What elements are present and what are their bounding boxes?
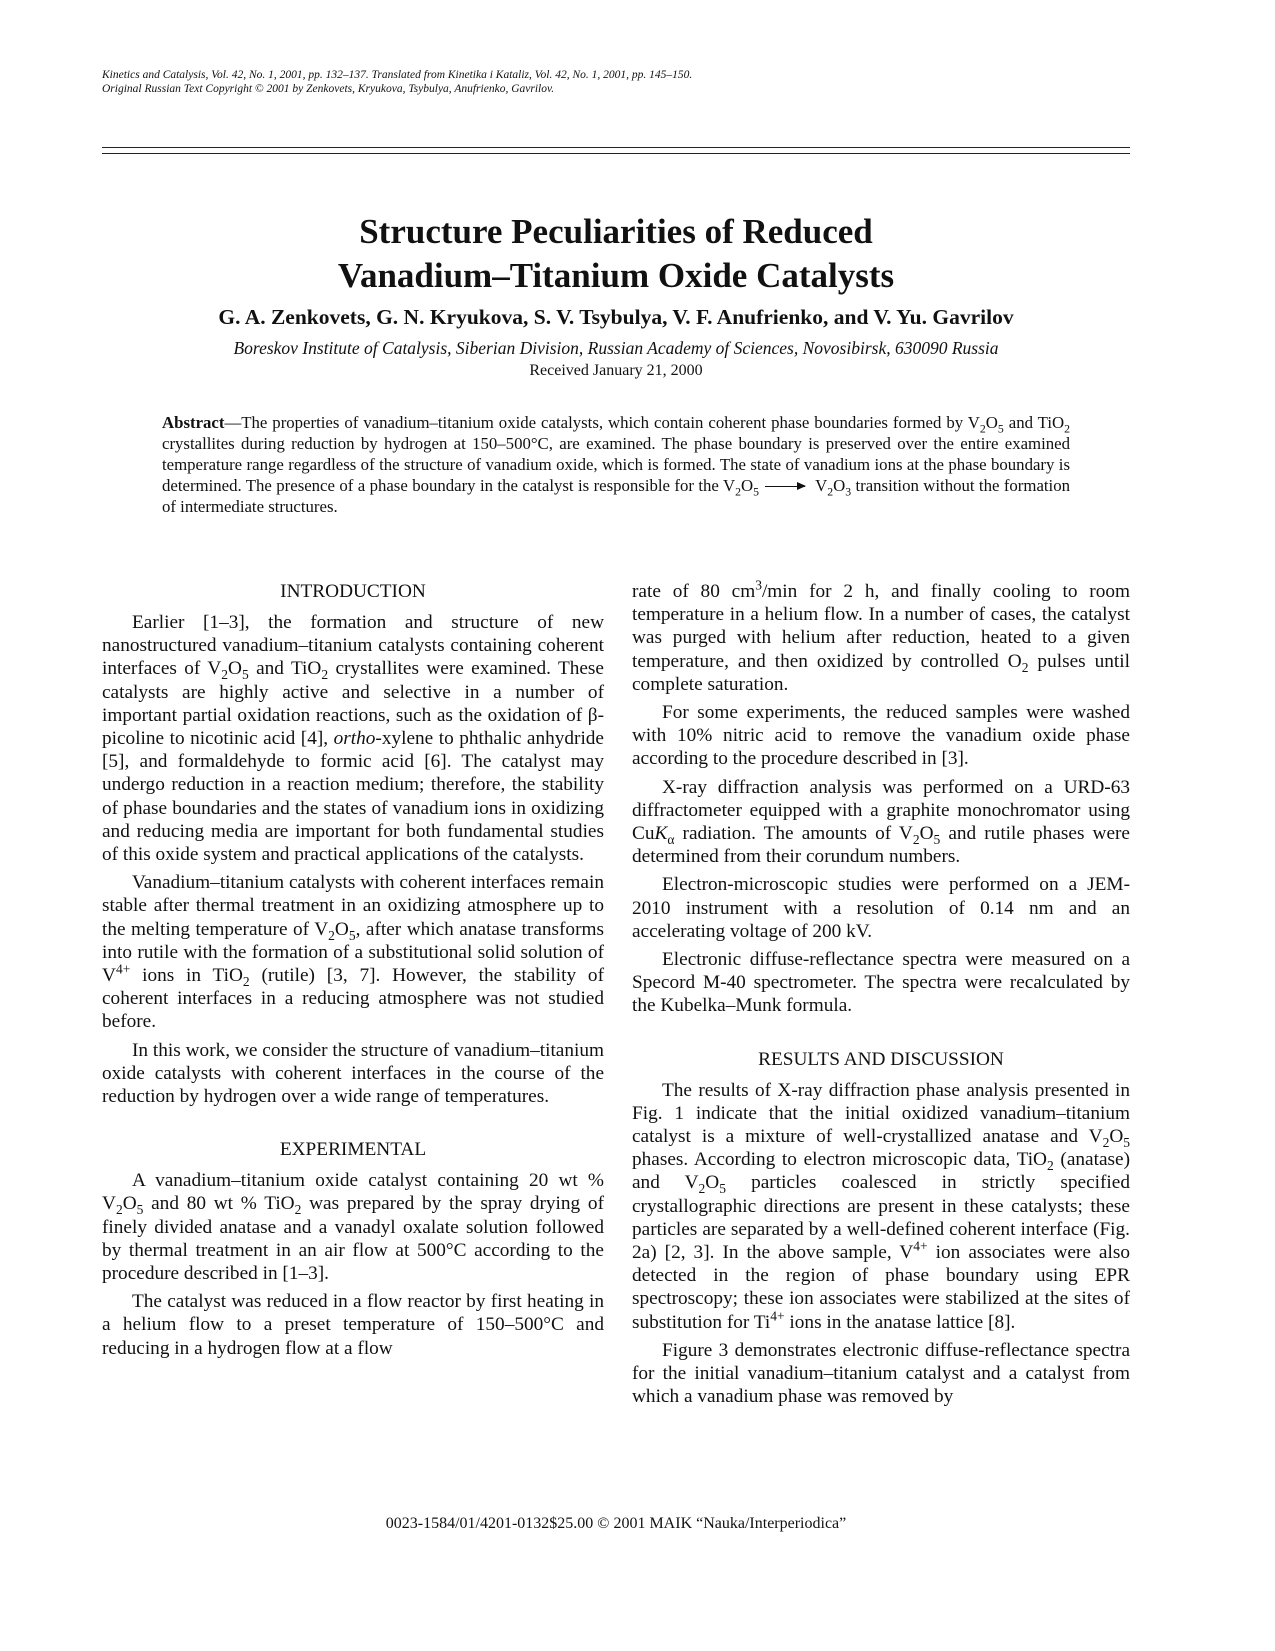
text-run: -xylene to phthalic anhydride [5], and formaldehyde to formic acid [6]. The catalyst may undergo reduction in a reaction medium; therefore, the stability of phase boundaries and the states of vanadium ions in oxidizing and reducing media are important for both fundamental studies of this oxide system and practical applications of the catalysts. <box>102 728 604 866</box>
author-list: G. A. Zenkovets, G. N. Kryukova, S. V. Tsybulya, V. F. Anufrienko, and V. Yu. Gavrilov <box>218 305 1014 329</box>
paragraph <box>102 1169 604 1285</box>
paper-title-line-2: Vanadium–Titanium Oxide Catalysts <box>337 256 895 295</box>
paper-title <box>102 210 1130 298</box>
subscript: 2 <box>1046 1158 1054 1174</box>
section-heading-introduction: INTRODUCTION <box>280 581 426 602</box>
running-header-line-1: Kinetics and Catalysis, Vol. 42, No. 1, 2001, pp. 132–137. Translated from Kinetika i Kataliz, Vol. 42, No. 1, 2001, pp. 145–150. <box>102 69 693 81</box>
subscript: 2 <box>1102 1134 1110 1150</box>
subscript: 5 <box>136 1202 144 1218</box>
superscript: 3 <box>755 577 762 593</box>
text-run: and TiO <box>248 658 322 680</box>
abstract-text: crystallites during reduction by hydrogen at 150–500°C, are examined. The phase boundary is preserved over the entire examined temperature range regardless of the structure of vanadium oxide, which is formed. The state of vanadium ions at the phase boundary is determined. The presence of a phase boundary in the catalyst is responsible for the V <box>162 434 1070 495</box>
paragraph: In this work, we consider the structure of vanadium–titanium oxide catalysts with coherent interfaces in the course of the reduction by hydrogen over a wide range of temperatures. <box>102 1039 604 1108</box>
subscript: 2 <box>294 1202 302 1218</box>
text-run: ions in TiO <box>130 965 243 987</box>
text-run: O <box>228 658 242 680</box>
paragraph: Electron-microscopic studies were performed on a JEM-2010 instrument with a resolution of 0.14 nm and an accelerating voltage of 200 kV. <box>632 874 1130 942</box>
subscript: 5 <box>348 927 356 943</box>
text-run: O <box>122 1193 137 1215</box>
subscript: 2 <box>221 667 229 683</box>
text-run: ions in the anatase lattice [8]. <box>784 1311 1016 1333</box>
running-header-line-2: Original Russian Text Copyright © 2001 by Zenkovets, Kryukova, Tsybulya, Anufrienko, Gavrilov. <box>102 83 555 95</box>
subscript: α <box>667 831 675 847</box>
affiliation: Boreskov Institute of Catalysis, Siberian Division, Russian Academy of Sciences, Novosibirsk, 630090 Russia <box>233 338 999 358</box>
paper-title-line-1: Structure Peculiarities of Reduced <box>359 212 873 251</box>
subscript: 5 <box>933 831 941 847</box>
running-header <box>102 68 692 96</box>
received-date: Received January 21, 2000 <box>529 362 703 379</box>
subscript: 5 <box>997 422 1004 436</box>
right-column <box>632 577 1130 1414</box>
abstract-label: Abstract <box>162 413 225 432</box>
subscript: 2 <box>115 1202 123 1218</box>
paragraph <box>632 1079 1130 1334</box>
text-run: particles coalesced in strictly specified crystallographic directions are present in these catalysts; these particles are separated by a well-defined coherent interface (Fig. 2a) [2, 3]. In the above sample, V <box>632 1172 1130 1264</box>
copyright-footer: 0023-1584/01/4201-0132$25.00 © 2001 MAIK “Nauka/Interperiodica” <box>385 1515 847 1532</box>
subscript: 5 <box>241 667 249 683</box>
subscript: 5 <box>719 1181 726 1197</box>
text-run: crystallites were examined. These catalysts are highly active and selective in a number of important partial oxidation reactions, such as the oxidation of β-picoline to nicotinic acid [4], <box>102 658 604 750</box>
header-rule-top <box>102 147 1130 148</box>
abstract-text: —The properties of vanadium–titanium oxide catalysts, which contain coherent phase boundaries formed by V <box>224 413 980 432</box>
subscript: 2 <box>979 422 986 436</box>
text-run: (anatase) and V <box>632 1149 1130 1194</box>
paragraph: The catalyst was reduced in a flow reactor by first heating in a helium flow to a preset temperature of 150–500°C and reducing in a hydrogen flow at a flow <box>102 1291 604 1359</box>
subscript: 2 <box>1021 659 1029 675</box>
subscript: 5 <box>753 485 759 499</box>
text-run: A vanadium–titanium oxide catalyst containing 20 wt % V <box>102 1170 604 1215</box>
subscript: 5 <box>1123 1134 1130 1150</box>
subscript: 3 <box>845 485 852 499</box>
text-run: O <box>1109 1126 1124 1148</box>
abstract-text: V <box>810 476 828 495</box>
subscript: 2 <box>328 927 335 943</box>
text-run: and rutile phases were determined from their corundum numbers. <box>632 823 1130 868</box>
reaction-arrow-icon <box>765 486 805 487</box>
paragraph <box>632 776 1130 869</box>
superscript: 4+ <box>115 961 131 977</box>
paragraph: Figure 3 demonstrates electronic diffuse-reflectance spectra for the initial vanadium–titanium catalyst and a catalyst from which a vanadium phase was removed by <box>632 1339 1130 1408</box>
left-column <box>102 580 604 1365</box>
italic-text: ortho <box>333 728 376 750</box>
abstract-text: transition without the formation of intermediate structures. <box>162 476 1071 516</box>
abstract <box>162 412 1070 517</box>
text-run: O <box>919 823 934 845</box>
subscript: 2 <box>827 485 834 499</box>
paragraph: Electronic diffuse-reflectance spectra were measured on a Specord M-40 spectrometer. The spectra were recalculated by the Kubelka–Munk formula. <box>632 949 1130 1017</box>
text-run: The results of X-ray diffraction phase analysis presented in Fig. 1 indicate that the initial oxidized vanadium–titanium catalyst is a mixture of well-crystallized anatase and V <box>632 1079 1130 1148</box>
text-run: radiation. The amounts of V <box>674 823 913 845</box>
subscript: 2 <box>242 973 250 989</box>
text-run: and 80 wt % TiO <box>143 1193 295 1215</box>
subscript: 2 <box>321 667 329 683</box>
paragraph <box>632 577 1130 696</box>
paragraph <box>102 611 604 866</box>
text-run: /min for 2 h, and finally cooling to room temperature in a helium flow. In a number of cases, the catalyst was purged with helium after reduction, heated to a given temperature, and then oxidized by controlled O <box>632 581 1130 672</box>
text-run: ion associates were also detected in the region of phase boundary using EPR spectroscopy; these ion associates were stabilized at the sites of substitution for Ti <box>632 1242 1130 1333</box>
subscript: 2 <box>698 1181 706 1197</box>
text-run: , after which anatase transforms into rutile with the formation of a substitutional solid solution of V <box>102 918 604 987</box>
paragraph: For some experiments, the reduced samples were washed with 10% nitric acid to remove the vanadium oxide phase according to the procedure described in [3]. <box>632 702 1130 770</box>
subscript: 2 <box>1064 422 1070 436</box>
text-run: O <box>334 918 349 940</box>
paragraph <box>102 871 604 1033</box>
header-rule-bottom <box>102 153 1130 154</box>
text-run: X-ray diffraction analysis was performed on a URD-63 diffractometer equipped with a graphite monochromator using Cu <box>632 776 1130 845</box>
abstract-text: O <box>833 476 846 495</box>
section-heading-results: RESULTS AND DISCUSSION <box>758 1048 1004 1070</box>
text-run: Vanadium–titanium catalysts with coherent interfaces remain stable after thermal treatment in an oxidizing atmosphere up to the melting temperature of V <box>102 872 604 940</box>
text-run: Earlier [1–3], the formation and structure of new nanostructured vanadium–titanium catalysts containing coherent interfaces of V <box>102 612 604 680</box>
text-run: phases. According to electron microscopic data, TiO <box>632 1149 1047 1171</box>
section-heading-experimental: EXPERIMENTAL <box>279 1139 427 1161</box>
abstract-text: and TiO <box>1003 413 1065 432</box>
subscript: 2 <box>912 831 920 847</box>
abstract-text: O <box>740 476 754 495</box>
subscript: 2 <box>735 485 741 499</box>
italic-text: K <box>654 823 668 845</box>
text-run: (rutile) [3, 7]. However, the stability of coherent interfaces in a reducing atmosphere was not studied before. <box>102 965 604 1033</box>
text-run: was prepared by the spray drying of finely divided anatase and a vanadyl oxalate solution followed by thermal treatment in an air flow at 500°C according to the procedure described in [1–3]. <box>102 1193 604 1285</box>
superscript: 4+ <box>770 1308 785 1324</box>
abstract-text: O <box>985 413 998 432</box>
text-run: O <box>705 1172 720 1194</box>
text-run: rate of 80 cm <box>632 581 756 602</box>
text-run: pulses until complete saturation. <box>632 650 1130 695</box>
superscript: 4+ <box>913 1238 928 1254</box>
